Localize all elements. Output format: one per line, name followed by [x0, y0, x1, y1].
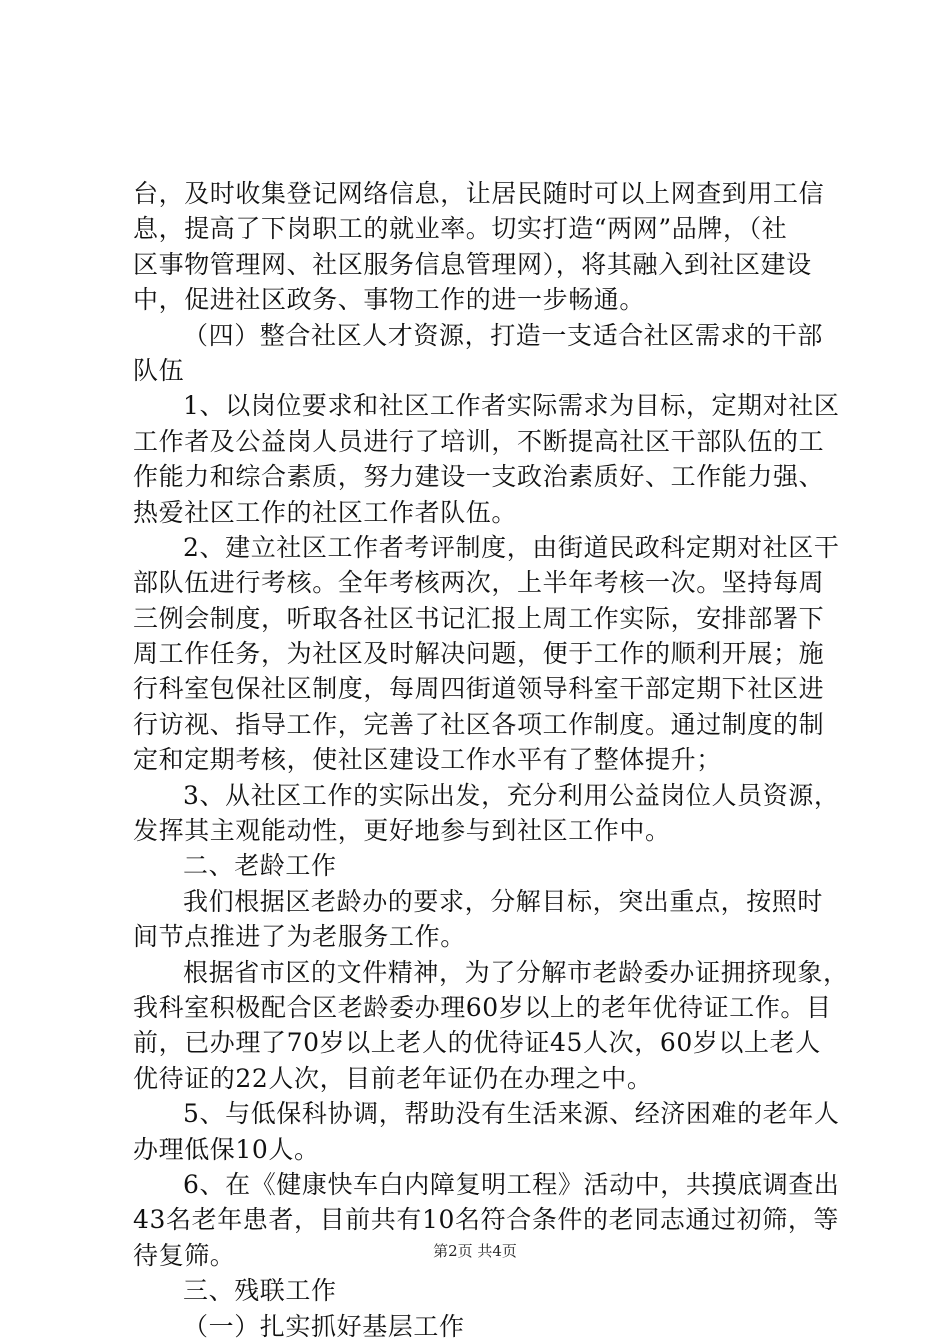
- text-line: 热爱社区工作的社区工作者队伍。: [133, 497, 518, 527]
- text-line: 行访视、指导工作，完善了社区各项工作制度。通过制度的制: [133, 709, 825, 739]
- text-line: 工作者及公益岗人员进行了培训，不断提高社区干部队伍的工: [133, 426, 825, 456]
- text-line: 待复筛。: [133, 1240, 236, 1270]
- text-line: 1、以岗位要求和社区工作者实际需求为目标，定期对社区: [183, 391, 840, 421]
- text-line: 根据省市区的文件精神，为了分解市老龄委办证拥挤现象，: [183, 957, 849, 987]
- section-heading: （一）扎实抓好基层工作: [183, 1311, 465, 1341]
- text-line: 定和定期考核，使社区建设工作水平有了整体提升；: [133, 745, 722, 775]
- text-line: 优待证的22人次，目前老年证仍在办理之中。: [133, 1063, 653, 1093]
- text-line: 间节点推进了为老服务工作。: [133, 922, 466, 952]
- text-line: 发挥其主观能动性，更好地参与到社区工作中。: [133, 816, 671, 846]
- text-line: 台，及时收集登记网络信息，让居民随时可以上网查到用工信: [133, 179, 825, 208]
- section-heading: 三、残联工作: [183, 1276, 337, 1306]
- text-line: 3、从社区工作的实际出发，充分利用公益岗位人员资源，: [183, 780, 840, 810]
- text-line: 前，已办理了70岁以上老人的优待证45人次，60岁以上老人: [133, 1028, 821, 1058]
- text-line: 办理低保10人。: [133, 1134, 320, 1164]
- text-line: 作能力和综合素质，努力建设一支政治素质好、工作能力强、: [133, 462, 825, 492]
- text-line: 部队伍进行考核。全年考核两次，上半年考核一次。坚持每周: [133, 568, 825, 598]
- text-line: 5、与低保科协调，帮助没有生活来源、经济困难的老年人: [183, 1099, 840, 1129]
- document-body: [133, 176, 849, 1344]
- text-line: 43名老年患者，目前共有10名符合条件的老同志通过初筛，等: [133, 1205, 840, 1235]
- section-heading: （四）整合社区人才资源，打造一支适合社区需求的干部: [183, 320, 824, 350]
- text-line: 周工作任务，为社区及时解决问题，便于工作的顺利开展；施: [133, 639, 825, 669]
- text-line: 我们根据区老龄办的要求，分解目标，突出重点，按照时: [183, 886, 824, 916]
- text-line: 6、在《健康快车白内障复明工程》活动中，共摸底调查出: [183, 1169, 840, 1199]
- section-heading: 二、老龄工作: [183, 851, 337, 881]
- text-line: 中，促进社区政务、事物工作的进一步畅通。: [133, 285, 646, 315]
- text-line: 行科室包保社区制度，每周四街道领导科室干部定期下社区进: [133, 674, 825, 704]
- text-line: 息，提高了下岗职工的就业率。切实打造“两网”品牌，（社: [133, 214, 788, 244]
- page-footer: 第2页 共4页: [433, 1242, 517, 1260]
- text-line: 我科室积极配合区老龄委办理60岁以上的老年优待证工作。目: [133, 992, 832, 1022]
- text-line: 区事物管理网、社区服务信息管理网），将其融入到社区建设: [133, 249, 812, 279]
- text-line: 2、建立社区工作者考评制度，由街道民政科定期对社区干: [183, 532, 840, 562]
- text-line: 队伍: [133, 355, 185, 385]
- text-line: 三例会制度，听取各社区书记汇报上周工作实际，安排部署下: [133, 603, 825, 633]
